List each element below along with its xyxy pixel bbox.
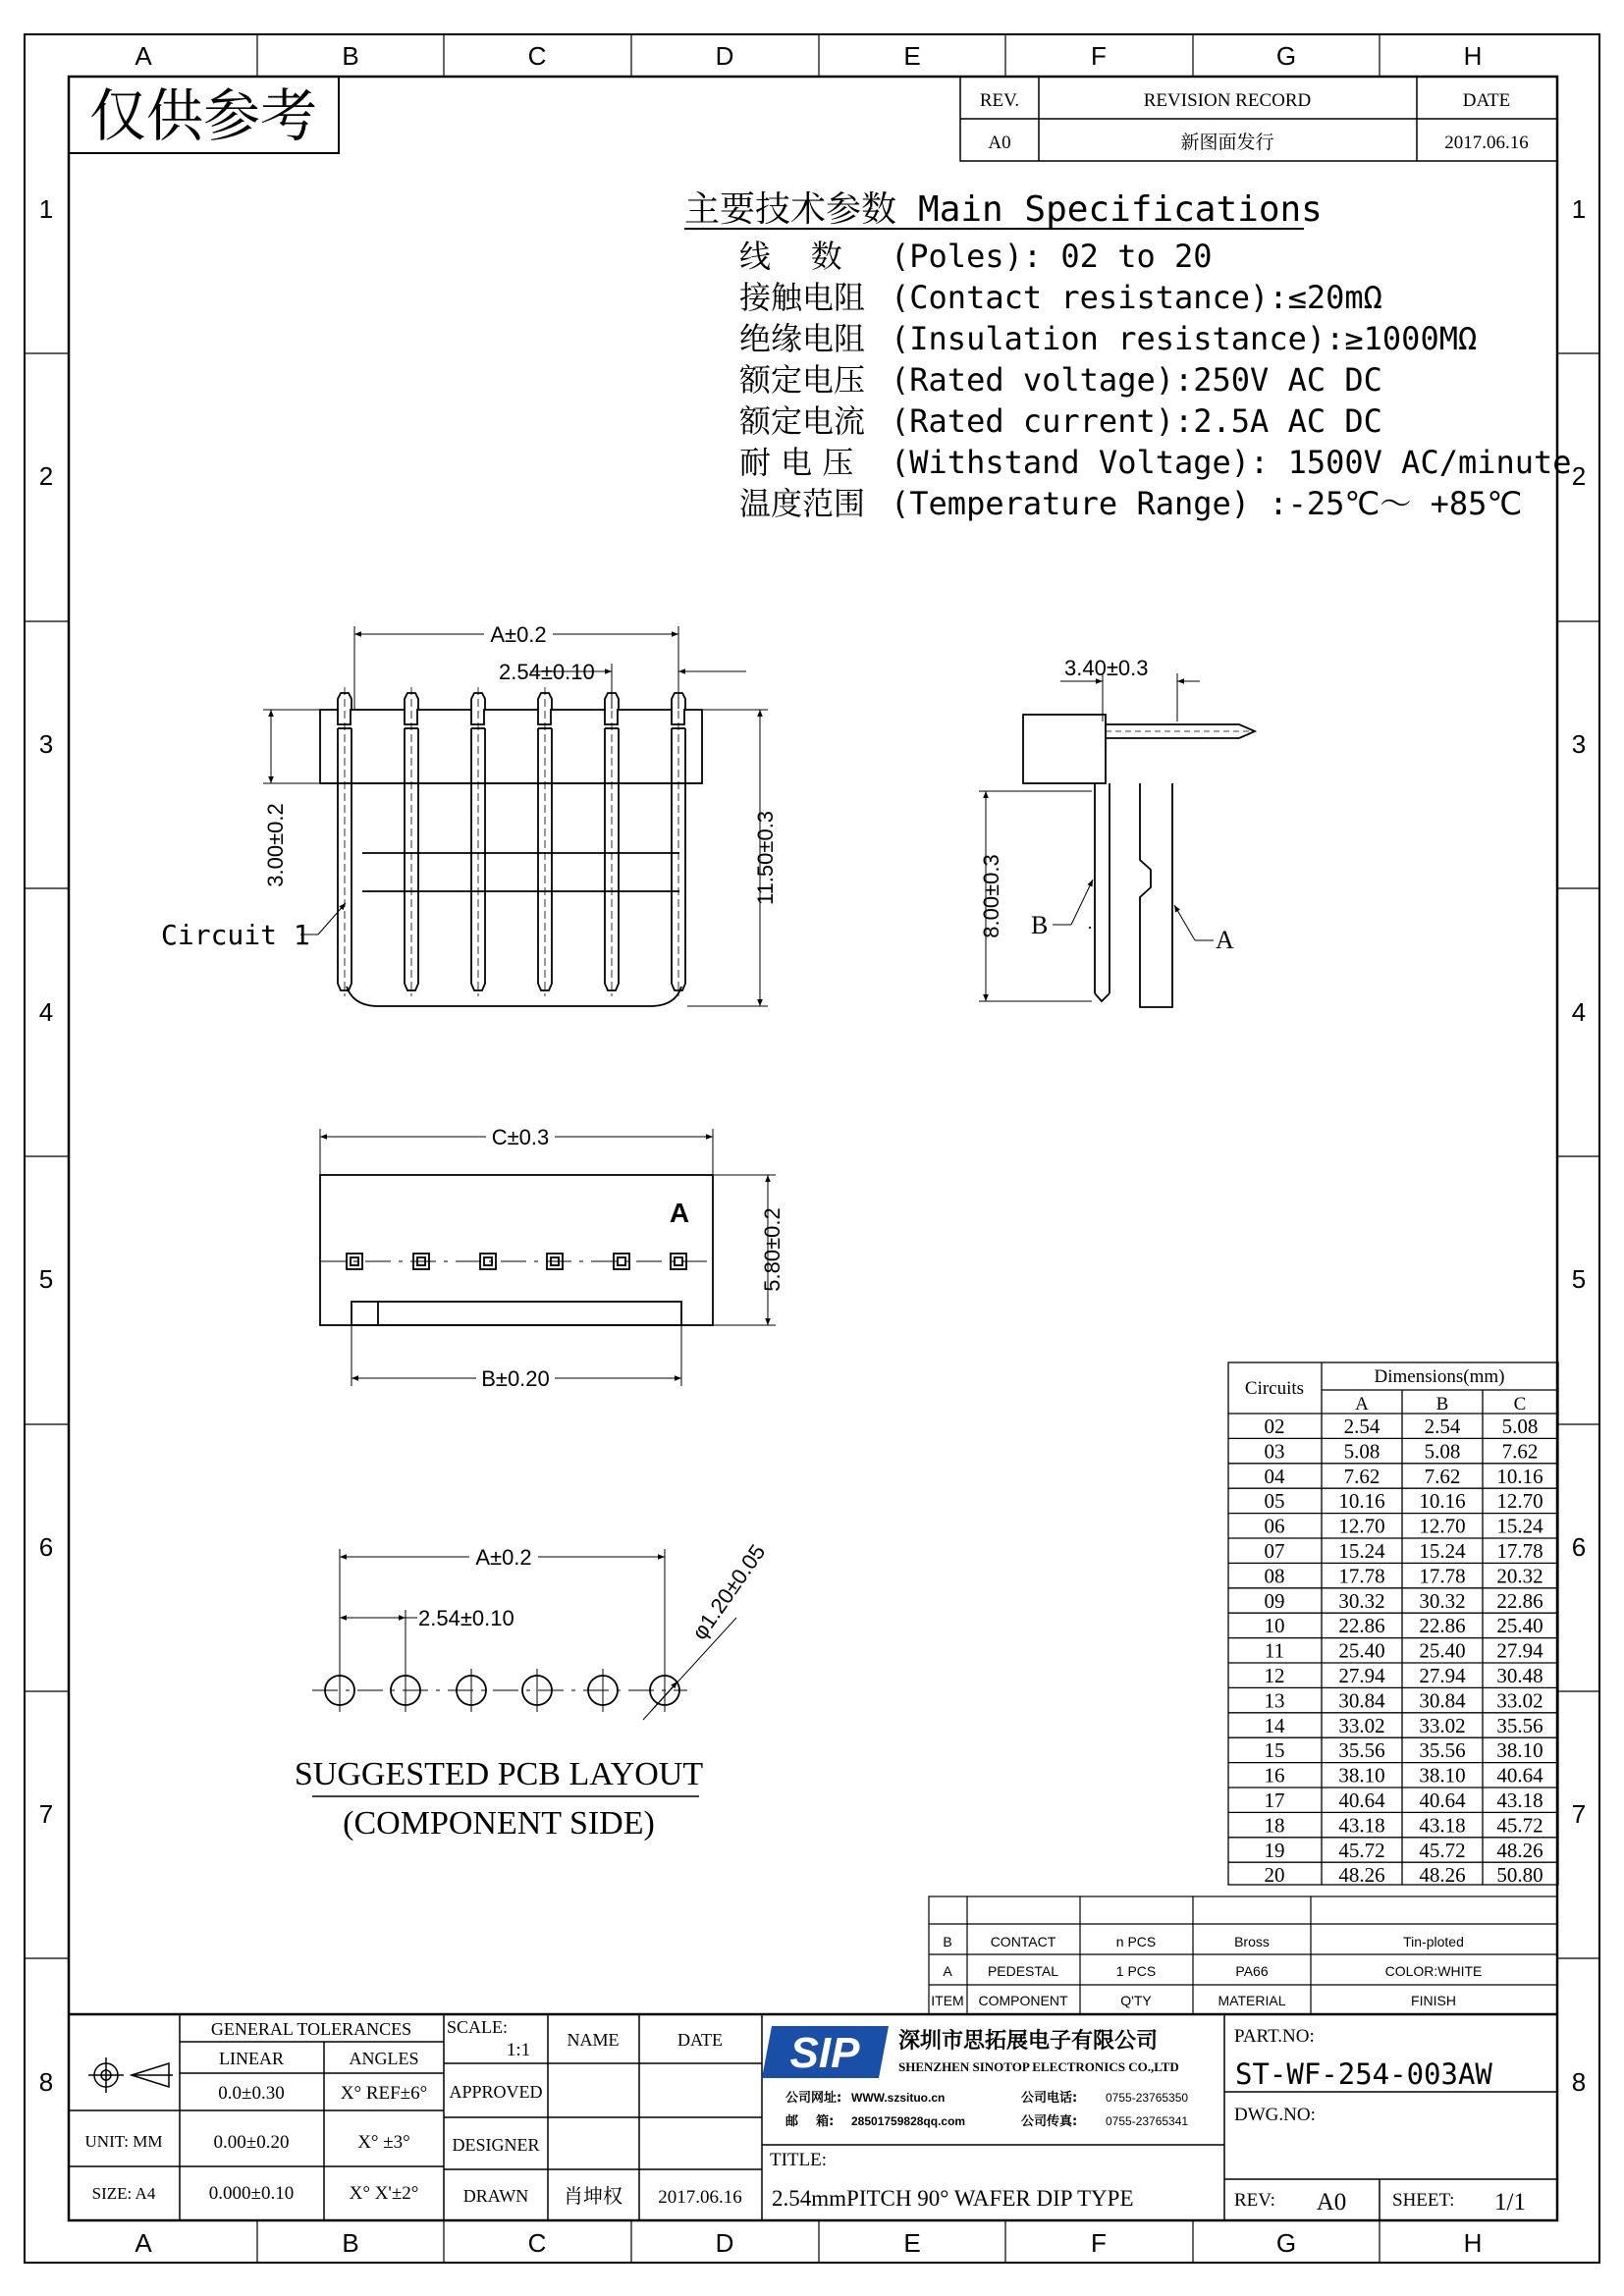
mail-value: 28501759828qq.com	[851, 2114, 966, 2128]
dim-table-cell: 40.64	[1419, 1789, 1466, 1812]
zone-row-left: 7	[38, 1799, 54, 1829]
zone-row-right: 1	[1571, 194, 1587, 224]
spec-label: 耐 电 压	[739, 444, 854, 481]
dim-table-cell: 08	[1264, 1564, 1285, 1588]
dim-table-cell: 17.78	[1496, 1539, 1543, 1563]
zone-col-bottom: A	[135, 2228, 152, 2258]
pcb-layout-title: SUGGESTED PCB LAYOUT	[294, 1756, 704, 1792]
tol-linear: 0.000±0.10	[208, 2183, 295, 2204]
dim-table-cell: 33.02	[1496, 1688, 1543, 1713]
zone-col-bottom: H	[1463, 2228, 1483, 2258]
dim-table-cell: 10.16	[1419, 1489, 1466, 1514]
zone-row-right: 5	[1571, 1264, 1587, 1294]
pcb-dim-a: A±0.2	[475, 1545, 532, 1570]
title-label: TITLE:	[770, 2150, 828, 2170]
contact-pin	[605, 687, 619, 996]
dim-table-cell: 15.24	[1496, 1514, 1543, 1538]
dim-table-cell: 40.64	[1338, 1789, 1385, 1812]
revision-record: 新图面发行	[1180, 132, 1274, 153]
zone-col-bottom: B	[342, 2228, 359, 2258]
dim-table-cell: 43.18	[1496, 1789, 1543, 1812]
zone-row-left: 6	[38, 1532, 54, 1562]
company-logo-text: SIP	[789, 2029, 860, 2077]
dim-table-cell: 07	[1264, 1539, 1285, 1563]
dim-table-cell: 12.70	[1338, 1514, 1385, 1538]
dim-table-cell: 11	[1264, 1638, 1285, 1663]
linear-label: LINEAR	[219, 2049, 284, 2068]
zone-col-top: A	[135, 41, 152, 71]
dim-table-cell: 33.02	[1338, 1713, 1385, 1737]
dim-table-cell: 43.18	[1338, 1813, 1385, 1838]
bom-cell: Q'TY	[1120, 1993, 1152, 2008]
rev-header: REV.	[979, 90, 1020, 111]
dim-table-cell: 38.10	[1338, 1763, 1385, 1788]
contact-pin	[471, 687, 485, 996]
dim-table-cell: 30.48	[1496, 1664, 1543, 1687]
side-label-a: A	[1216, 926, 1234, 954]
mail-label: 邮 箱:	[785, 2114, 835, 2129]
bom-cell: n PCS	[1115, 1934, 1157, 1949]
reference-stamp	[69, 77, 339, 153]
spec-value: (Withstand Voltage): 1500V AC/minute	[891, 444, 1572, 481]
contact-pin	[338, 687, 352, 996]
contact-pin	[405, 687, 418, 996]
side-label-b: B	[1031, 911, 1049, 939]
part-number: ST-WF-254-003AW	[1235, 2057, 1492, 2091]
dim-table-cell: 15.24	[1338, 1539, 1385, 1563]
contact-pin	[672, 687, 685, 996]
dim-table-col-header: C	[1513, 1394, 1527, 1415]
dim-table-cell: 45.72	[1496, 1813, 1543, 1838]
zone-row-left: 8	[38, 2067, 54, 2097]
web-value: WWW.szsituo.cn	[851, 2091, 946, 2105]
pcb-dimensions	[340, 1549, 736, 1720]
dim-table-cell: 45.72	[1419, 1838, 1466, 1862]
rev-value: A0	[1316, 2189, 1347, 2216]
spec-label: 线 数	[739, 238, 842, 275]
dim-table-circuits-header: Circuits	[1244, 1378, 1305, 1399]
fax-value: 0755-23765341	[1106, 2114, 1189, 2128]
bom-cell: ITEM	[931, 1993, 964, 2008]
tol-linear: 0.0±0.30	[218, 2083, 285, 2104]
dim-table-cell: 5.08	[1343, 1439, 1380, 1464]
dim-table-cell: 7.62	[1501, 1439, 1539, 1464]
front-dim-pitch: 2.54±0.10	[499, 660, 595, 684]
dim-table-cell: 10.16	[1496, 1464, 1543, 1488]
dim-table-cell: 10.16	[1338, 1489, 1385, 1514]
spec-value: (Poles): 02 to 20	[891, 238, 1213, 275]
zone-row-right: 8	[1571, 2067, 1587, 2097]
side-dimensions	[979, 673, 1214, 1001]
front-dim-a: A±0.2	[490, 622, 547, 647]
revision-rev: A0	[988, 133, 1011, 153]
dwg-no-label: DWG.NO:	[1234, 2105, 1316, 2125]
dim-table-cell: 12	[1264, 1664, 1285, 1687]
spec-label: 额定电流	[739, 402, 866, 440]
dim-table-cell: 25.40	[1419, 1638, 1466, 1663]
spec-title-cn: 主要技术参数	[684, 189, 897, 230]
dim-table-cell: 15.24	[1419, 1539, 1466, 1563]
zone-col-top: E	[903, 41, 921, 71]
spec-label: 接触电阻	[739, 279, 866, 316]
drawn-date: 2017.06.16	[658, 2187, 742, 2208]
bom-cell: Tin-ploted	[1403, 1934, 1464, 1949]
bom-cell: A	[943, 1963, 952, 1979]
dim-table-cell: 17.78	[1419, 1564, 1466, 1588]
revision-record-header: REVISION RECORD	[1143, 90, 1312, 111]
circuit-1-label: Circuit 1	[161, 919, 310, 951]
top-dim-h: 5.80±0.2	[760, 1207, 785, 1292]
zone-row-right: 7	[1571, 1799, 1587, 1829]
bom-cell: COLOR:WHITE	[1384, 1963, 1483, 1979]
projection-symbol-icon	[88, 2057, 173, 2093]
top-dim-c: C±0.3	[491, 1125, 550, 1149]
reference-stamp-text: 仅供参考	[88, 82, 318, 149]
dim-table-cell: 12.70	[1419, 1514, 1466, 1538]
front-view	[320, 687, 702, 1006]
top-dimensions	[320, 1129, 776, 1386]
dim-table-cell: 30.32	[1419, 1588, 1466, 1613]
dim-table-cell: 5.08	[1501, 1415, 1539, 1438]
pcb-dim-pitch: 2.54±0.10	[418, 1606, 514, 1630]
designer-label: DESIGNER	[452, 2135, 540, 2155]
zone-row-left: 2	[38, 461, 54, 491]
spec-title	[684, 188, 1323, 230]
zone-col-top: H	[1463, 41, 1483, 71]
dim-table-cell: 50.80	[1496, 1863, 1543, 1888]
drawing-title: 2.54mmPITCH 90° WAFER DIP TYPE	[772, 2186, 1134, 2211]
spec-value: (Temperature Range) :-25℃～ +85℃	[891, 485, 1523, 522]
zone-row-left: 5	[38, 1264, 54, 1294]
zone-col-bottom: E	[903, 2228, 921, 2258]
dim-table-cell: 17.78	[1338, 1564, 1385, 1588]
dim-table-cell: 14	[1264, 1713, 1285, 1737]
dim-table-cell: 18	[1264, 1813, 1285, 1838]
bom-cell: B	[943, 1934, 952, 1949]
dim-table-cell: 16	[1264, 1763, 1285, 1788]
company-name-en: SHENZHEN SINOTOP ELECTRONICS CO.,LTD	[898, 2059, 1179, 2074]
zone-row-left: 4	[38, 997, 54, 1027]
dim-table-cell: 13	[1264, 1688, 1285, 1713]
side-dim-top: 3.40±0.3	[1064, 656, 1149, 680]
tel-value: 0755-23765350	[1106, 2091, 1189, 2105]
dim-table-cell: 05	[1264, 1489, 1285, 1514]
pcb-layout-subtitle: (COMPONENT SIDE)	[343, 1805, 655, 1842]
bom-cell: COMPONENT	[978, 1993, 1068, 2008]
company-logo	[762, 2026, 889, 2078]
dim-table-cell: 04	[1264, 1464, 1285, 1488]
tol-linear: 0.00±0.20	[213, 2132, 290, 2153]
dim-table-cell: 10	[1264, 1614, 1285, 1638]
angles-label: ANGLES	[349, 2049, 419, 2068]
zone-col-top: D	[715, 41, 734, 71]
name-header: NAME	[567, 2030, 620, 2050]
zone-col-top: C	[527, 41, 547, 71]
dim-table-cell: 2.54	[1424, 1415, 1461, 1438]
dim-table-cell: 27.94	[1496, 1638, 1543, 1663]
drawn-name: 肖坤权	[564, 2184, 623, 2208]
zone-row-right: 3	[1571, 729, 1587, 759]
tol-angle: X° REF±6°	[340, 2083, 428, 2104]
spec-title-en: Main Specifications	[918, 189, 1323, 230]
bom-cell: CONTACT	[990, 1934, 1056, 1949]
side-dim-h: 8.00±0.3	[979, 854, 1003, 938]
dim-table-cell: 19	[1264, 1838, 1285, 1862]
dim-table-cell: 35.56	[1338, 1738, 1385, 1763]
dim-table-col-header: A	[1355, 1394, 1369, 1415]
scale-value: 1:1	[506, 2040, 531, 2060]
spec-label: 温度范围	[739, 485, 866, 522]
tol-angle: X° X'±2°	[349, 2183, 419, 2204]
top-view	[320, 1175, 713, 1325]
spec-label: 绝缘电阻	[739, 320, 866, 357]
bom-cell: PA66	[1235, 1963, 1269, 1979]
part-no-label: PART.NO:	[1234, 2026, 1315, 2047]
dim-table-cell: 43.18	[1419, 1813, 1466, 1838]
bom-cell: 1 PCS	[1115, 1963, 1157, 1979]
revision-date: 2017.06.16	[1444, 133, 1529, 153]
tol-angle: X° ±3°	[357, 2132, 410, 2153]
size-label: SIZE: A4	[91, 2184, 156, 2203]
drawn-label: DRAWN	[462, 2186, 529, 2206]
company-name-cn: 深圳市思拓展电子有限公司	[898, 2029, 1159, 2054]
dim-table-cell: 30.32	[1338, 1588, 1385, 1613]
unit-label: UNIT: MM	[84, 2132, 163, 2151]
sheet-value: 1/1	[1494, 2189, 1526, 2216]
dim-table-cell: 38.10	[1496, 1738, 1543, 1763]
dim-table-cell: 27.94	[1338, 1664, 1385, 1687]
dim-table-cell: 30.84	[1419, 1688, 1466, 1713]
dim-table-cell: 27.94	[1419, 1664, 1466, 1687]
dim-table-cell: 15	[1264, 1738, 1285, 1763]
date-header: DATE	[677, 2030, 723, 2050]
dim-table-col-header: B	[1435, 1394, 1449, 1415]
spec-value: (Rated current):2.5A AC DC	[891, 402, 1382, 440]
dim-table-cell: 22.86	[1419, 1614, 1466, 1638]
zone-col-top: G	[1275, 41, 1297, 71]
dim-table-cell: 17	[1264, 1789, 1285, 1812]
side-view	[1023, 715, 1255, 1007]
dim-table-cell: 02	[1264, 1415, 1285, 1438]
specifications	[684, 188, 1572, 522]
zone-row-left: 1	[38, 194, 54, 224]
bom-cell: FINISH	[1411, 1993, 1456, 2008]
tel-label: 公司电话:	[1021, 2091, 1078, 2106]
dim-table-cell: 40.64	[1496, 1763, 1543, 1788]
zone-col-top: F	[1091, 41, 1107, 71]
revision-table	[960, 77, 1557, 161]
contact-pin	[538, 687, 552, 996]
dim-table-cell: 33.02	[1419, 1713, 1466, 1737]
web-label: 公司网址:	[785, 2091, 842, 2106]
dim-table-cell: 48.26	[1338, 1863, 1385, 1888]
fax-label: 公司传真:	[1021, 2114, 1078, 2129]
zone-row-right: 4	[1571, 997, 1587, 1027]
zone-row-right: 2	[1571, 461, 1587, 491]
top-dim-b: B±0.20	[481, 1366, 550, 1391]
dim-table-cell: 38.10	[1419, 1763, 1466, 1788]
zone-row-left: 3	[38, 729, 54, 759]
front-dim-h2: 11.50±0.3	[753, 810, 778, 906]
dim-table-group-header: Dimensions(mm)	[1374, 1366, 1505, 1387]
dim-table-cell: 5.08	[1424, 1439, 1461, 1464]
dim-table-cell: 30.84	[1338, 1688, 1385, 1713]
pcb-dim-hole: φ1.20±0.05	[686, 1539, 771, 1644]
dimension-table	[1228, 1362, 1558, 1887]
approved-label: APPROVED	[449, 2082, 543, 2102]
zone-col-bottom: D	[715, 2228, 734, 2258]
dim-table-cell: 35.56	[1419, 1738, 1466, 1763]
dim-table-cell: 09	[1264, 1588, 1285, 1613]
dim-table-cell: 25.40	[1338, 1638, 1385, 1663]
rev-label: REV:	[1234, 2190, 1275, 2211]
dim-table-cell: 25.40	[1496, 1614, 1543, 1638]
zone-col-bottom: F	[1091, 2228, 1107, 2258]
scale-label: SCALE:	[446, 2017, 509, 2037]
zone-col-bottom: G	[1275, 2228, 1297, 2258]
top-mark-a: A	[669, 1198, 690, 1228]
bom-cell: MATERIAL	[1218, 1993, 1286, 2008]
front-dim-h1: 3.00±0.2	[263, 803, 288, 887]
dim-table-cell: 7.62	[1343, 1464, 1380, 1488]
dim-table-cell: 03	[1264, 1439, 1285, 1464]
spec-value: (Insulation resistance):≥1000MΩ	[891, 320, 1478, 357]
dim-table-cell: 45.72	[1338, 1838, 1385, 1862]
dim-table-cell: 12.70	[1496, 1489, 1543, 1514]
dim-table-cell: 20.32	[1496, 1564, 1543, 1588]
pin-square	[480, 1254, 496, 1269]
spec-value: (Rated voltage):250V AC DC	[891, 361, 1382, 399]
spec-label: 额定电压	[739, 361, 866, 399]
zone-col-bottom: C	[527, 2228, 547, 2258]
bom-cell: PEDESTAL	[987, 1963, 1059, 1979]
pcb-layout	[312, 1669, 687, 1712]
dim-table-cell: 06	[1264, 1514, 1285, 1538]
zone-col-top: B	[342, 41, 359, 71]
zone-row-right: 6	[1571, 1532, 1587, 1562]
dim-table-cell: 22.86	[1338, 1614, 1385, 1638]
dim-table-cell: 22.86	[1496, 1588, 1543, 1613]
title-block	[69, 2014, 1557, 2220]
general-tolerances-label: GENERAL TOLERANCES	[210, 2019, 412, 2039]
dim-table-cell: 48.26	[1419, 1863, 1466, 1888]
dim-table-cell: 48.26	[1496, 1838, 1543, 1862]
bom-cell: Bross	[1234, 1934, 1270, 1949]
dim-table-cell: 7.62	[1424, 1464, 1461, 1488]
dim-table-cell: 2.54	[1343, 1415, 1380, 1438]
dim-table-cell: 35.56	[1496, 1713, 1543, 1737]
spec-value: (Contact resistance):≤20mΩ	[891, 279, 1382, 316]
sheet-label: SHEET:	[1392, 2190, 1455, 2211]
revision-date-header: DATE	[1462, 90, 1511, 111]
bom-table	[929, 1896, 1557, 2014]
dim-table-cell: 20	[1264, 1863, 1285, 1888]
